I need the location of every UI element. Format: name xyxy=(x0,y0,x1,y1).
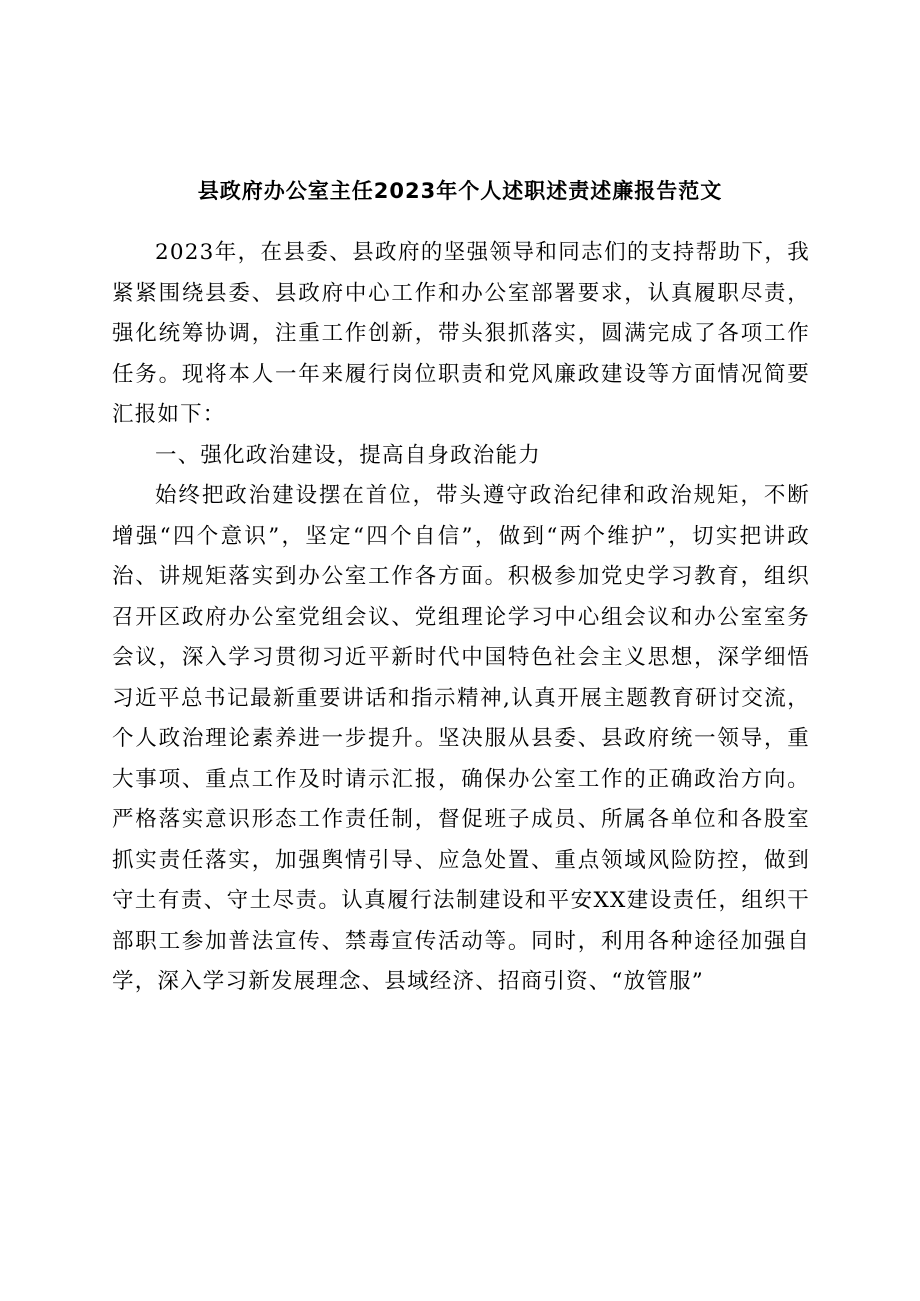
document-body xyxy=(112,233,810,1003)
section-heading-1: 一、强化政治建设，提高自身政治能力 xyxy=(155,442,541,468)
intro-paragraph: 2023年，在县委、县政府的坚强领导和同志们的支持帮助下，我紧紧围绕县委、县政府中心工作和办公室部署要求，认真履职尽责，强化统筹协调，注重工作创新，带头狠抓落实，圆满完成了各项工作任务。现将本人一年来履行岗位职责和党风廉政建设等方面情况简要汇报如下： xyxy=(112,240,810,427)
document-title: 县政府办公室主任2023年个人述职述责述廉报告范文 xyxy=(197,179,723,203)
section-1-paragraph: 始终把政治建设摆在首位，带头遵守政治纪律和政治规矩，不断增强“四个意识”，坚定“四个自信”，做到“两个维护”，切实把讲政治、讲规矩落实到办公室工作各方面。积极参加党史学习教育，组织召开区政府办公室党组会议、党组理论学习中心组会议和办公室室务会议，深入学习贯彻习近平新时代中国特色社会主义思想，深学细悟习近平总书记最新重要讲话和指示精神,认真开展主题教育研讨交流，个人政治理论素养进一步提升。坚决服从县委、县政府统一领导，重大事项、重点工作及时请示汇报，确保办公室工作的正确政治方向。严格落实意识形态工作责任制，督促班子成员、所属各单位和各股室抓实责任落实，加强舆情引导、应急处置、重点领域风险防控，做到守土有责、守土尽责。认真履行法制建设和平安XX建设责任，组织干部职工参加普法宣传、禁毒宣传活动等。同时，利用各种途径加强自学，深入学习新发展理念、县域经济、招商引资、“放管服” xyxy=(112,483,810,994)
